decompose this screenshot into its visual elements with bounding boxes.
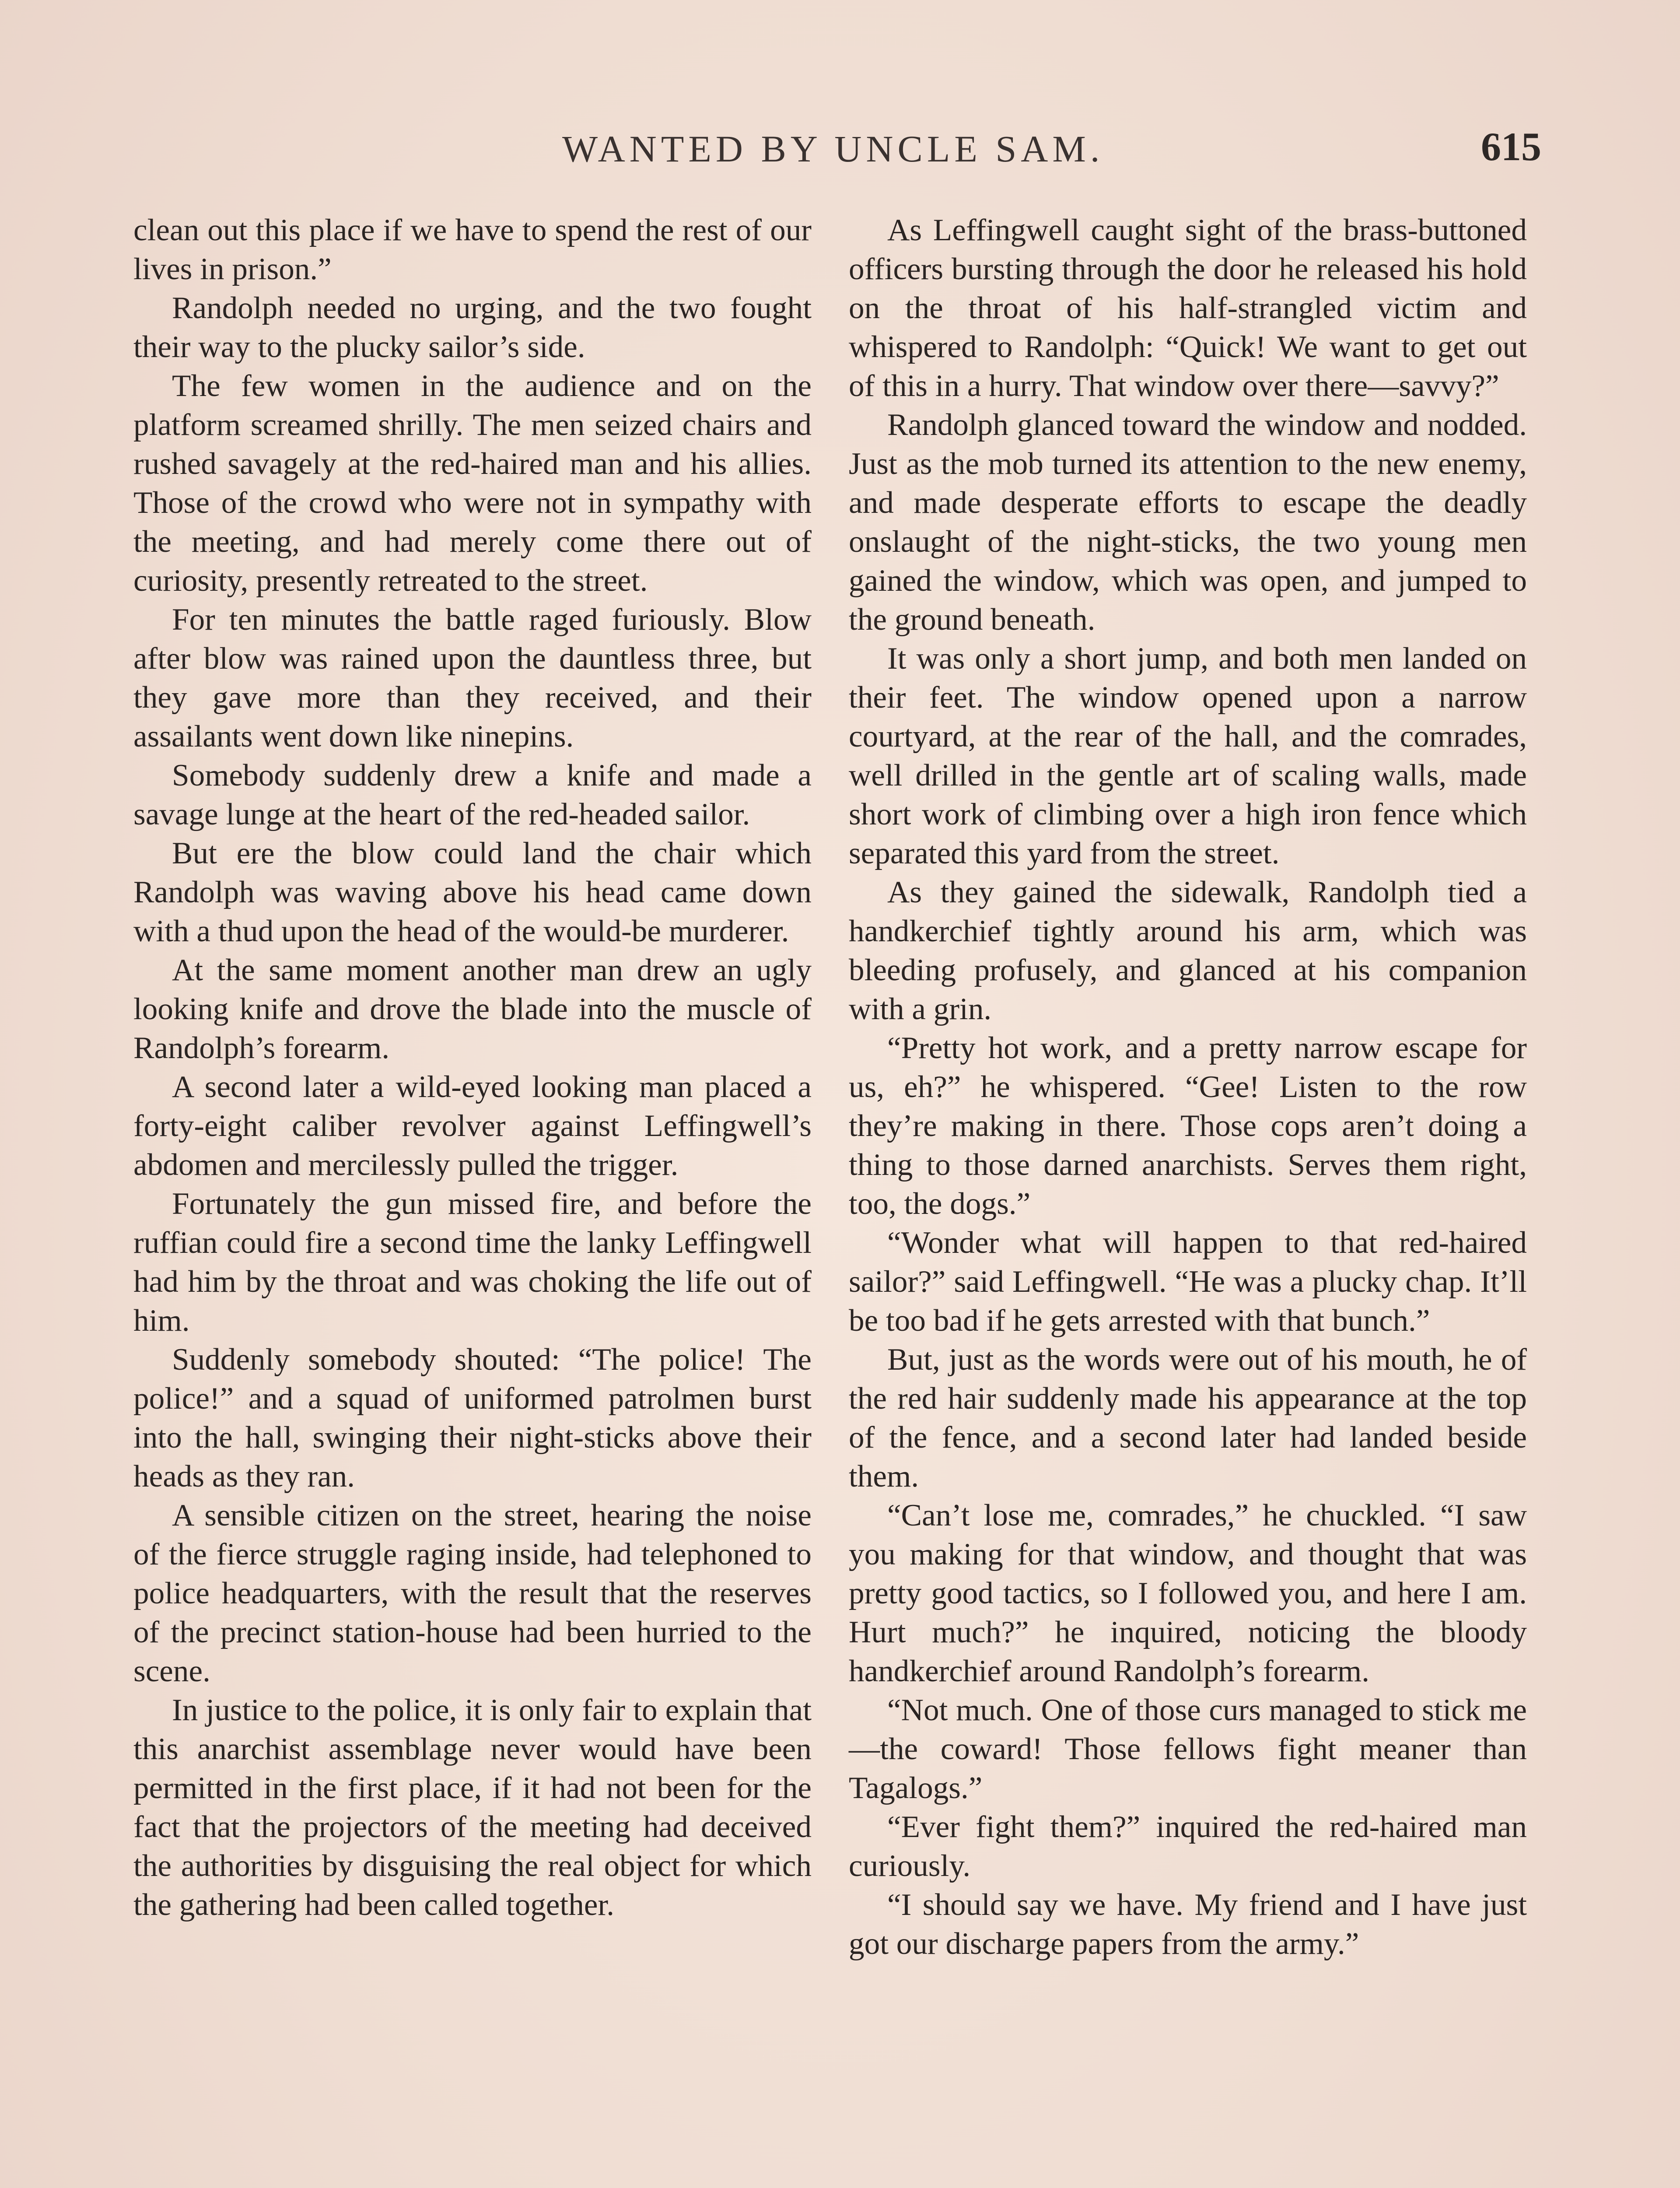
paragraph: For ten minutes the battle raged furiously. Blow after blow was rained upon the dauntless three, but they gave more than they received, and their assailants went down like ninepins. <box>133 603 812 754</box>
paragraph: clean out this place if we have to spend the rest of our lives in prison.” <box>133 213 812 286</box>
paragraph: Somebody suddenly drew a knife and made a savage lunge at the heart of the red-headed sailor. <box>133 758 812 831</box>
paragraph: Suddenly somebody shouted: “The police! The police!” and a squad of uniformed patrolmen burst into the hall, swinging their night-sticks above their heads as they ran. <box>133 1343 812 1494</box>
paragraph: “I should say we have. My friend and I have just got our discharge papers from the army.” <box>849 1888 1527 1961</box>
running-title: WANTED BY UNCLE SAM. <box>562 128 1104 170</box>
paragraph: Randolph glanced toward the window and nodded. Just as the mob turned its attention to the new enemy, and made desperate efforts to escape the deadly onslaught of the night-sticks, the two young men gained the window, which was open, and jumped to the ground beneath. <box>849 408 1527 637</box>
paragraph: A sensible citizen on the street, hearing the noise of the fierce struggle raging inside, had telephoned to police headquarters, with the result that the reserves of the precinct station-house had been hurried to the scene. <box>133 1498 812 1688</box>
paragraph: Fortunately the gun missed fire, and before the ruffian could fire a second time the lanky Leffingwell had him by the throat and was choking the life out of him. <box>133 1187 812 1338</box>
paragraph: As they gained the sidewalk, Randolph tied a handkerchief tightly around his arm, which was bleeding profusely, and glanced at his companion with a grin. <box>849 875 1527 1026</box>
paragraph: It was only a short jump, and both men landed on their feet. The window opened upon a narrow courtyard, at the rear of the hall, and the comrades, well drilled in the gentle art of scaling walls, made short work of climbing over a high iron fence which separated this yard from the street. <box>849 642 1527 870</box>
paragraph: But ere the blow could land the chair which Randolph was waving above his head came down with a thud upon the head of the would-be murderer. <box>133 836 812 948</box>
paragraph: As Leffingwell caught sight of the brass-buttoned officers bursting through the door he released his hold on the throat of his half-strangled victim and whispered to Randolph: “Quick! We want to get out of this in a hurry. That window over there—savvy?” <box>849 213 1527 403</box>
paragraph: Randolph needed no urging, and the two fought their way to the plucky sailor’s side. <box>133 291 812 364</box>
page-number: 615 <box>1481 124 1541 169</box>
paragraph: “Ever fight them?” inquired the red-haired man curiously. <box>849 1810 1527 1883</box>
paragraph: A second later a wild-eyed looking man placed a forty-eight caliber revolver against Leffingwell’s abdomen and mercilessly pulled the trigger. <box>133 1070 812 1182</box>
paragraph: In justice to the police, it is only fair to explain that this anarchist assemblage never would have been permitted in the first place, if it had not been for the fact that the projectors of the meeting had deceived the authorities by disguising the real object for which the gathering had been called together. <box>133 1693 812 1922</box>
left-column <box>133 211 812 1925</box>
right-column <box>849 211 1527 1964</box>
paragraph: “Wonder what will happen to that red-haired sailor?” said Leffingwell. “He was a plucky chap. It’ll be too bad if he gets arrested with that bunch.” <box>849 1226 1527 1338</box>
paragraph: “Not much. One of those curs managed to stick me—the coward! Those fellows fight meaner than Tagalogs.” <box>849 1693 1527 1805</box>
paragraph: “Can’t lose me, comrades,” he chuckled. “I saw you making for that window, and thought that was pretty good tactics, so I followed you, and here I am. Hurt much?” he inquired, noticing the bloody handkerchief around Randolph’s forearm. <box>849 1498 1527 1688</box>
paragraph: But, just as the words were out of his mouth, he of the red hair suddenly made his appearance at the top of the fence, and a second later had landed beside them. <box>849 1343 1527 1494</box>
paragraph: The few women in the audience and on the platform screamed shrilly. The men seized chairs and rushed savagely at the red-haired man and his allies. Those of the crowd who were not in sympathy with the meeting, and had merely come there out of curiosity, presently retreated to the street. <box>133 369 812 598</box>
paragraph: “Pretty hot work, and a pretty narrow escape for us, eh?” he whispered. “Gee! Listen to the row they’re making in there. Those cops aren’t doing a thing to those darned anarchists. Serves them right, too, the dogs.” <box>849 1031 1527 1221</box>
paragraph: At the same moment another man drew an ugly looking knife and drove the blade into the muscle of Randolph’s forearm. <box>133 953 812 1065</box>
